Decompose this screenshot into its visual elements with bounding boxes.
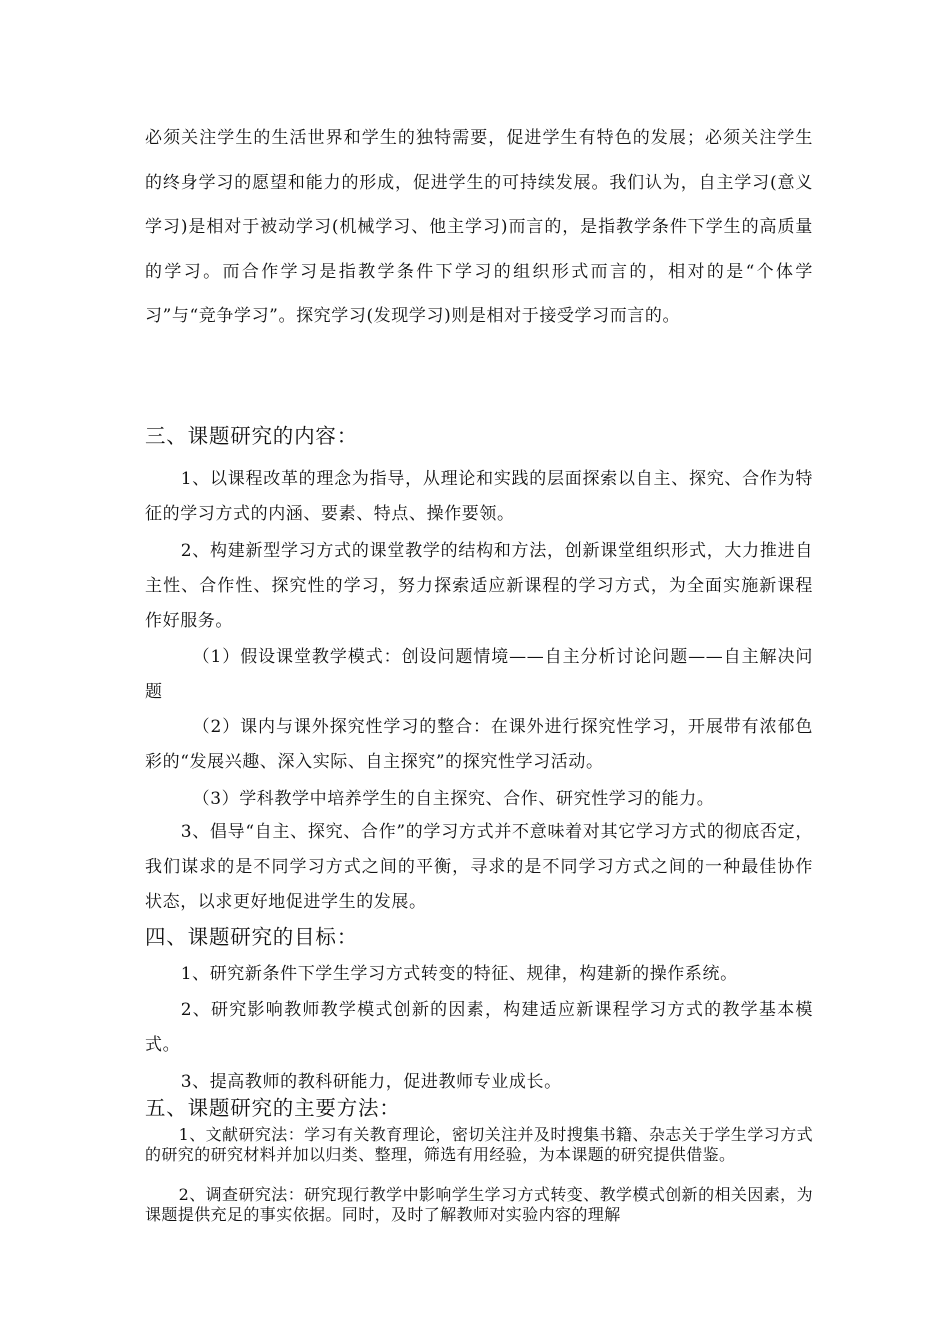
section-3-item-3: 3、倡导“自主、探究、合作”的学习方式并不意味着对其它学习方式的彻底否定，我们谋求的是不同学习方式之间的平衡，寻求的是不同学习方式之间的一种最佳协作状态，以求更好地促进学生的发展。 xyxy=(145,822,813,912)
section-3-sub-1: （1）假设课堂教学模式：创设问题情境——自主分析讨论问题——自主解决问题 xyxy=(145,647,813,702)
section-5-item-1: 1、文献研究法：学习有关教育理论，密切关注并及时搜集书籍、杂志关于学生学习方式的研究的研究材料并加以归类、整理，筛选有用经验，为本课题的研究提供借鉴。 xyxy=(145,1125,813,1164)
section-3-item-2: 2、构建新型学习方式的课堂教学的结构和方法，创新课堂组织形式，大力推进自主性、合作性、探究性的学习，努力探索适应新课程的学习方式，为全面实施新课程作好服务。 xyxy=(145,541,813,631)
section-5-item-2: 2、调查研究法：研究现行教学中影响学生学习方式转变、教学模式创新的相关因素，为课题提供充足的事实依据。同时，及时了解教师对实验内容的理解 xyxy=(145,1185,813,1224)
intro-paragraph: 必须关注学生的生活世界和学生的独特需要，促进学生有特色的发展；必须关注学生的终身学习的愿望和能力的形成，促进学生的可持续发展。我们认为，自主学习(意义学习)是相对于被动学习(机械学习、他主学习)而言的，是指教学条件下学生的高质量的学习。而合作学习是指教学条件下学习的组织形式而言的，相对的是“个体学习”与“竞争学习”。探究学习(发现学习)则是相对于接受学习而言的。 xyxy=(145,128,813,326)
section-4-heading: 四、课题研究的目标： xyxy=(145,925,358,949)
section-3-sub-2: （2）课内与课外探究性学习的整合：在课外进行探究性学习，开展带有浓郁色彩的“发展兴趣、深入实际、自主探究”的探究性学习活动。 xyxy=(145,717,813,772)
section-4-item-1: 1、研究新条件下学生学习方式转变的特征、规律，构建新的操作系统。 xyxy=(180,964,738,984)
section-5-heading: 五、课题研究的主要方法： xyxy=(145,1096,401,1120)
section-3-item-1: 1、以课程改革的理念为指导，从理论和实践的层面探索以自主、探究、合作为特征的学习方式的内涵、要素、特点、操作要领。 xyxy=(145,469,813,524)
section-4-item-2: 2、研究影响教师教学模式创新的因素，构建适应新课程学习方式的教学基本模式。 xyxy=(145,1000,813,1055)
section-4-item-3: 3、提高教师的教科研能力，促进教师专业成长。 xyxy=(180,1072,562,1092)
section-3-heading: 三、课题研究的内容： xyxy=(145,424,358,448)
section-3-sub-3: （3）学科教学中培养学生的自主探究、合作、研究性学习的能力。 xyxy=(192,789,715,809)
